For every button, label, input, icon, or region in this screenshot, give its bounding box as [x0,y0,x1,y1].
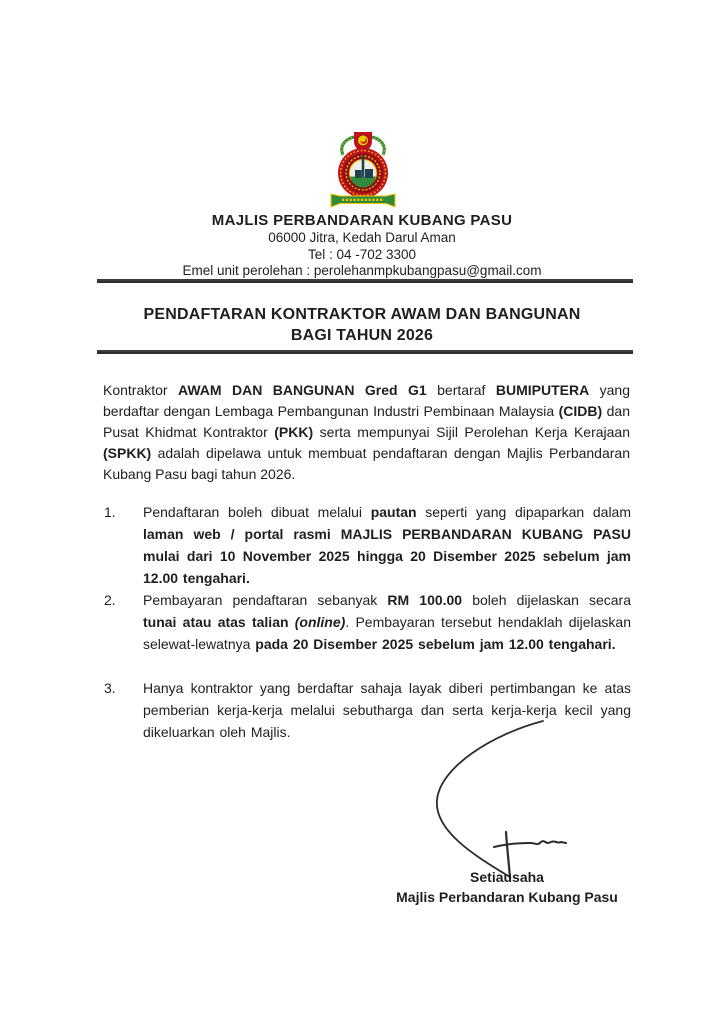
org-email: Emel unit perolehan : perolehanmpkubangpasu@gmail.com [182,263,542,278]
document-title-line2: BAGI TAHUN 2026 [290,327,434,344]
list-item [104,589,631,655]
list-item-number: 1. [104,504,116,520]
list-item-text: Pembayaran pendaftaran sebanyak RM 100.00 boleh dijelaskan secara tunai atau atas talian (online). Pembayaran tersebut hendaklah dijelaskan selewat-lewatnya pada 20 Disember 2025 sebelum jam 12.00 tengahari. [143,592,631,652]
org-name: MAJLIS PERBANDARAN KUBANG PASU [211,212,513,229]
letterhead [0,211,724,280]
org-address: 06000 Jitra, Kedah Darul Aman [268,230,456,245]
signature-block [347,867,667,907]
document-title [0,304,724,346]
signatory-title: Setiausaha [470,869,544,885]
document-title-line1: PENDAFTARAN KONTRAKTOR AWAM DAN BANGUNAN [143,306,581,323]
list-item [104,501,631,589]
council-crest-icon [326,131,400,210]
list-item-text: Hanya kontraktor yang berdaftar sahaja layak diberi pertimbangan ke atas pemberian kerja-kerja melalui sebutharga dan serta kerja-kerja kecil yang dikeluarkan oleh Majlis. [143,680,631,740]
handwritten-signature-icon [418,712,578,885]
letterhead-divider-rule [97,279,633,283]
list-item-number: 3. [104,680,116,696]
council-crest-logo [326,131,400,215]
list-item-text: Pendaftaran boleh dibuat melalui pautan seperti yang dipaparkan dalam laman web / portal rasmi MAJLIS PERBANDARAN KUBANG PASU mulai dari 10 November 2025 hingga 20 Disember 2025 sebelum jam 12.00 tengahari. [143,504,632,586]
list-item-number: 2. [104,592,116,608]
intro-paragraph: Kontraktor AWAM DAN BANGUNAN Gred G1 bertaraf BUMIPUTERA yang berdaftar dengan Lembaga Pembangunan Industri Pembinaan Malaysia (CIDB) dan Pusat Khidmat Kontraktor (PKK) serta mempunyai Sijil Perolehan Kerja Kerajaan (SPKK) adalah dipelawa untuk membuat pendaftaran dengan Majlis Perbandaran Kubang Pasu bagi tahun 2026. [103,382,631,482]
signatory-org: Majlis Perbandaran Kubang Pasu [396,889,618,905]
title-divider-rule [97,350,633,354]
org-phone: Tel : 04 -702 3300 [307,246,417,262]
